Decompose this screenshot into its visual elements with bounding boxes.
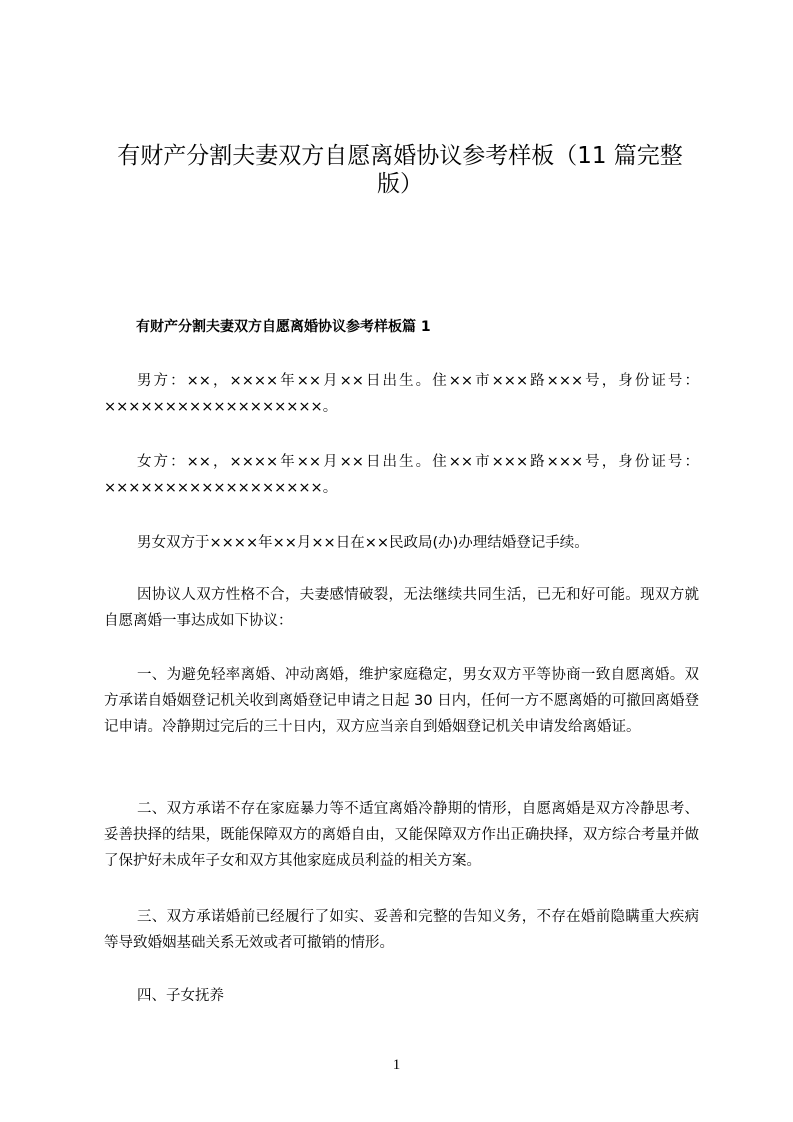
paragraph-wife-info: 女方：××，××××年××月××日出生。住××市×××路×××号，身份证号：××××××××××××××××××。 [104, 454, 699, 496]
section-heading: 有财产分割夫妻双方自愿离婚协议参考样板篇 1 [136, 319, 431, 335]
paragraph-marriage-registration: 男女双方于××××年××月××日在××民政局(办)办理结婚登记手续。 [137, 535, 589, 551]
paragraph-reason: 因协议人双方性格不合，夫妻感情破裂，无法继续共同生活，已无和好可能。现双方就自愿离婚一事达成如下协议： [104, 587, 699, 629]
paragraph-clause-1: 一、为避免轻率离婚、冲动离婚，维护家庭稳定，男女双方平等协商一致自愿离婚。双方承诺自婚姻登记机关收到离婚登记申请之日起 30 日内，任何一方不愿离婚的可撤回离婚登记申请。冷静期过完后的三十日内，双方应当亲自到婚姻登记机关申请发给离婚证。 [104, 667, 699, 735]
paragraph-clause-2: 二、双方承诺不存在家庭暴力等不适宜离婚冷静期的情形，自愿离婚是双方冷静思考、妥善抉择的结果，既能保障双方的离婚自由，又能保障双方作出正确抉择，双方综合考量并做了保护好未成年子女和双方其他家庭成员利益的相关方案。 [104, 801, 699, 869]
document-title: 有财产分割夫妻双方自愿离婚协议参考样板（11 篇完整版） [117, 143, 683, 197]
page-number: 1 [392, 1057, 401, 1073]
paragraph-husband-info: 男方：××，××××年××月××日出生。住××市×××路×××号，身份证号：××××××××××××××××××。 [104, 373, 699, 415]
paragraph-clause-3: 三、双方承诺婚前已经履行了如实、妥善和完整的告知义务，不存在婚前隐瞒重大疾病等导致婚姻基础关系无效或者可撤销的情形。 [104, 909, 699, 951]
paragraph-clause-4-heading: 四、子女抚养 [137, 988, 224, 1004]
